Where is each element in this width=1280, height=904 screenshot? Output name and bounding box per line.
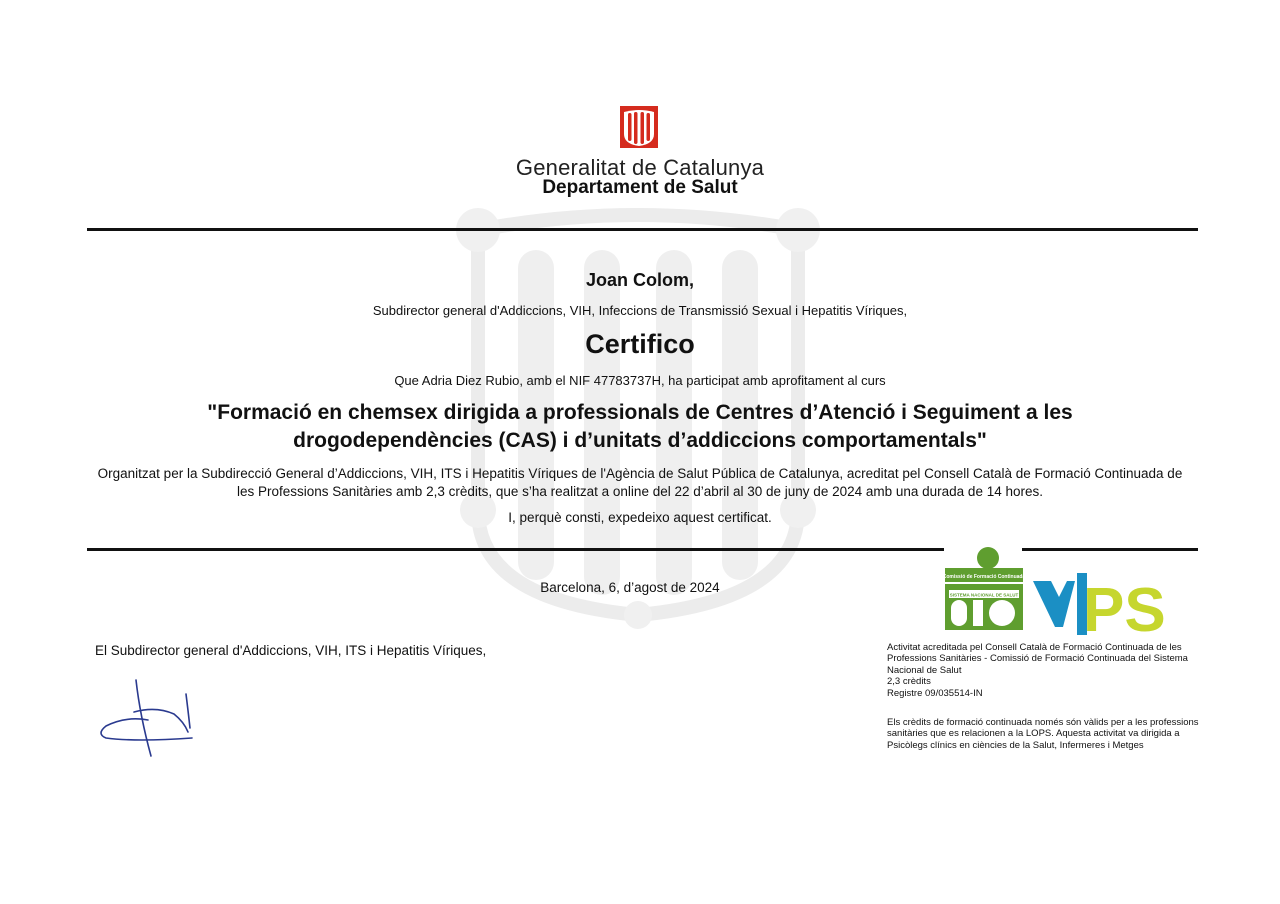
accreditation-credits: 2,3 crèdits bbox=[887, 676, 931, 688]
closing-statement: I, perquè consti, expedeixo aquest certificat. bbox=[508, 510, 772, 525]
lops-logo-text: PS bbox=[1083, 576, 1166, 645]
lops-logo bbox=[1033, 573, 1166, 645]
accreditation-text bbox=[887, 642, 1206, 699]
course-title bbox=[130, 399, 1150, 455]
participant-statement: Que Adria Diez Rubio, amb el NIF 47783737H, ha participat amb aprofitament al curs bbox=[394, 373, 886, 388]
org-name: Generalitat de Catalunya bbox=[515, 155, 765, 180]
credits-validity-note bbox=[887, 717, 1206, 751]
organizer-line: Organitzat per la Subdirecció General d’Addiccions, VIH, ITS i Hepatitis Víriques de l'Agència de Salut Pública de Catalunya, acreditat pel Consell Català de Formació Continuada de bbox=[97, 466, 1183, 481]
note-line: Psicòlegs clínics en ciències de la Salut, Infermeres i Metges bbox=[887, 739, 1144, 751]
handwritten-signature bbox=[96, 676, 200, 760]
accreditation-line: Nacional de Salut bbox=[887, 664, 962, 676]
note-line: sanitàries que es relacionen a la LOPS. Aquesta activitat va dirigida a bbox=[887, 728, 1180, 740]
bottom-divider-right bbox=[1022, 548, 1198, 551]
course-title-line: "Formació en chemsex dirigida a professionals de Centres d’Atenció i Seguiment a les bbox=[207, 401, 1073, 424]
course-title-line: drogodependències (CAS) i d’unitats d’addiccions comportamentals" bbox=[293, 429, 987, 452]
cfc-logo-bottom-text: SISTEMA NACIONAL DE SALUT bbox=[949, 592, 1019, 598]
place-date: Barcelona, 6, d’agost de 2024 bbox=[540, 580, 720, 595]
department-name: Departament de Salut bbox=[542, 177, 738, 198]
accreditation-line: Professions Sanitàries - Comissió de Formació Continuada del Sistema bbox=[887, 653, 1188, 665]
certificate-heading: Certifico bbox=[585, 329, 695, 359]
signer-name: Joan Colom, bbox=[585, 270, 694, 290]
organizer-statement bbox=[88, 465, 1192, 501]
accreditation-registry: Registre 09/035514-IN bbox=[887, 687, 983, 699]
cfc-accreditation-logo bbox=[943, 546, 1025, 632]
accreditation-line: Activitat acreditada pel Consell Català de Formació Continuada de les bbox=[887, 642, 1182, 653]
signer-role: Subdirector general d'Addiccions, VIH, Infeccions de Transmissió Sexual i Hepatitis Víriques, bbox=[372, 303, 908, 318]
note-line: Els crèdits de formació continuada només són vàlids per a les professions bbox=[887, 717, 1199, 728]
top-divider bbox=[87, 228, 1198, 231]
organizer-line: les Professions Sanitàries amb 2,3 crèdits, que s’ha realitzat a online del 22 d’abril al 30 de juny de 2024 amb una durada de 14 hores. bbox=[236, 484, 1043, 499]
senyera-stripes-icon bbox=[620, 106, 658, 148]
cfc-logo-top-text: Comissió de Formació Continuada bbox=[942, 574, 1026, 580]
signature-label: El Subdirector general d'Addiccions, VIH, ITS i Hepatitis Víriques, bbox=[95, 643, 487, 658]
bottom-divider-left bbox=[87, 548, 944, 551]
